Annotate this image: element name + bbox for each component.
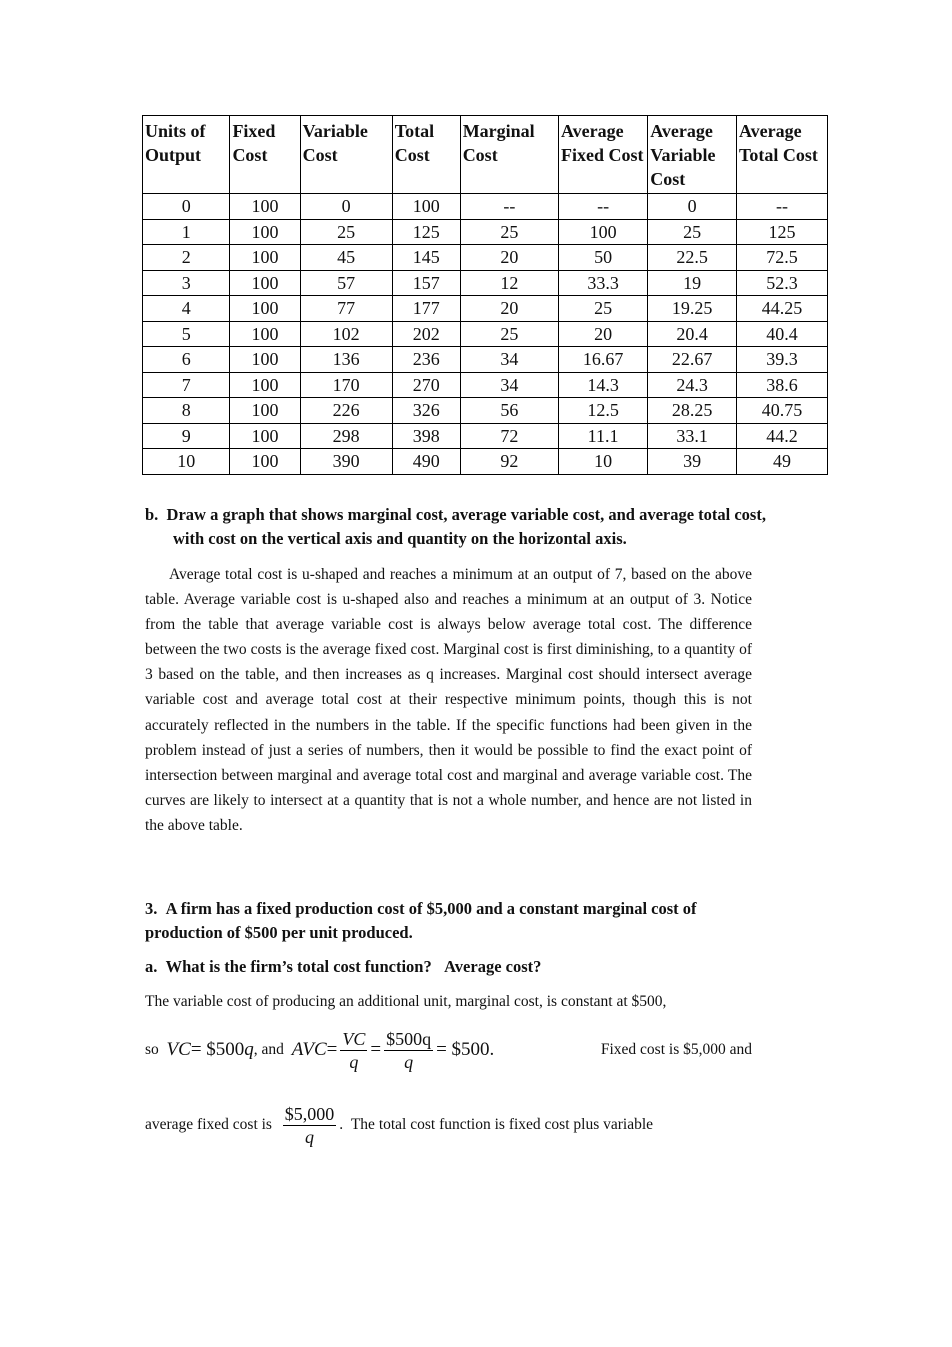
table-cell: 25 — [300, 219, 392, 245]
table-cell: 0 — [143, 194, 230, 220]
column-header-line: Units of — [145, 121, 206, 141]
column-header-line: Fixed Cost — [560, 145, 644, 165]
table-cell: 20.4 — [648, 321, 737, 347]
table-cell: 8 — [143, 398, 230, 424]
table-cell: -- — [736, 194, 827, 220]
table-cell: 0 — [648, 194, 737, 220]
table-cell: 136 — [300, 347, 392, 373]
fraction-5000-over-q — [283, 1103, 337, 1148]
column-header-line: Cost — [302, 145, 338, 165]
table-row — [143, 270, 828, 296]
variable-cost-sentence: The variable cost of producing an additional unit, marginal cost, is constant at $500, — [145, 993, 667, 1010]
table-cell: 10 — [558, 449, 647, 475]
table-cell: 56 — [460, 398, 558, 424]
afc-lead: average fixed cost is — [145, 1116, 272, 1133]
eq-vc: VC — [166, 1039, 191, 1060]
table-cell: 177 — [392, 296, 460, 322]
column-header-line: Average — [738, 121, 802, 141]
table-cell: 20 — [460, 245, 558, 271]
table-cell: 100 — [230, 245, 300, 271]
table-cell: 25 — [558, 296, 647, 322]
table-cell: 326 — [392, 398, 460, 424]
question-3-part-a-heading: a. What is the firm’s total cost function? Average cost? — [145, 957, 542, 976]
table-cell: 44.25 — [736, 296, 827, 322]
table-cell: 100 — [230, 347, 300, 373]
table-cell: 12 — [460, 270, 558, 296]
column-header-line: Output — [145, 145, 202, 165]
table-cell: 202 — [392, 321, 460, 347]
table-cell: 33.1 — [648, 423, 737, 449]
table-cell: 44.2 — [736, 423, 827, 449]
column-header-line: Cost — [650, 169, 686, 189]
column-header — [392, 116, 460, 194]
eq-equals-1: = — [326, 1039, 338, 1060]
table-cell: 100 — [230, 194, 300, 220]
table-cell: 125 — [392, 219, 460, 245]
column-header — [143, 116, 230, 194]
table-cell: 157 — [392, 270, 460, 296]
fraction-500q-numerator: $500q — [386, 1028, 432, 1049]
table-cell: 57 — [300, 270, 392, 296]
column-header — [460, 116, 558, 194]
question-3-heading: 3. A firm has a fixed production cost of $5,000 and a constant marginal cost of production of $500 per unit produced. — [145, 899, 697, 942]
table-cell: 19 — [648, 270, 737, 296]
column-header-line: Average — [650, 121, 713, 141]
part-b-answer-text: Average total cost is u-shaped and reaches a minimum at an output of 7, based on the above table. Average variable cost is u-shaped also and reaches a minimum at an output of 3. Notice from the table that average variable cost is always below average total cost. The difference between the two costs is the average fixed cost. Marginal cost is first diminishing, to a quantity of 3 based on the table, and then increases as q increases. Marginal cost should intersect average variable cost and average total cost at their respective minimum points, though this is not accurately reflected in the numbers in the table. If the specific functions had been given in the problem instead of just a series of numbers, then it would be possible to find the exact point of intersection between marginal and average total cost and marginal and average variable cost. The curves are likely to intersect at a quantity that is not a whole number, and hence are not listed in the above table. — [145, 566, 752, 834]
afc-tail: . The total cost function is fixed cost plus variable — [339, 1116, 654, 1133]
cost-table — [142, 115, 828, 475]
table-cell: 270 — [392, 372, 460, 398]
eq-q: q — [244, 1039, 254, 1060]
table-cell: 100 — [230, 296, 300, 322]
table-cell: 45 — [300, 245, 392, 271]
table-row — [143, 398, 828, 424]
table-cell: 40.75 — [736, 398, 827, 424]
table-cell: 125 — [736, 219, 827, 245]
table-cell: 25 — [648, 219, 737, 245]
table-cell: 1 — [143, 219, 230, 245]
table-cell: 100 — [230, 321, 300, 347]
table-cell: 145 — [392, 245, 460, 271]
table-cell: 100 — [558, 219, 647, 245]
table-cell: 11.1 — [558, 423, 647, 449]
table-cell: 100 — [230, 270, 300, 296]
fraction-5000-denominator: q — [304, 1126, 314, 1147]
table-cell: 390 — [300, 449, 392, 475]
table-cell: 490 — [392, 449, 460, 475]
table-cell: 40.4 — [736, 321, 827, 347]
table-header-row — [143, 116, 828, 194]
table-cell: 34 — [460, 347, 558, 373]
eq-equals-2: = — [370, 1039, 382, 1060]
column-header-line: Average — [560, 121, 624, 141]
table-cell: 28.25 — [648, 398, 737, 424]
table-cell: 39 — [648, 449, 737, 475]
column-header — [736, 116, 827, 194]
table-cell: 92 — [460, 449, 558, 475]
table-cell: 0 — [300, 194, 392, 220]
table-cell: 25 — [460, 321, 558, 347]
column-header — [558, 116, 647, 194]
table-cell: 100 — [230, 423, 300, 449]
table-cell: 38.6 — [736, 372, 827, 398]
table-cell: 49 — [736, 449, 827, 475]
table-cell: 100 — [230, 372, 300, 398]
table-cell: 77 — [300, 296, 392, 322]
table-cell: 50 — [558, 245, 647, 271]
table-cell: 100 — [230, 219, 300, 245]
fraction-vc-over-q — [340, 1028, 367, 1073]
eq-vc-rhs: = $500 — [190, 1039, 245, 1060]
table-cell: 236 — [392, 347, 460, 373]
table-row — [143, 219, 828, 245]
table-cell: 100 — [392, 194, 460, 220]
afc-sentence — [145, 1097, 752, 1153]
table-cell: 298 — [300, 423, 392, 449]
table-row — [143, 372, 828, 398]
table-cell: 9 — [143, 423, 230, 449]
table-cell: 100 — [230, 398, 300, 424]
column-header-line: Total Cost — [738, 145, 818, 165]
part-b-answer — [145, 562, 752, 838]
part-b-heading: b. Draw a graph that shows marginal cost, average variable cost, and average total cost, with cost on the vertical axis and quantity on the horizontal axis. — [145, 505, 766, 548]
table-cell: 10 — [143, 449, 230, 475]
column-header — [648, 116, 737, 194]
table-cell: 22.67 — [648, 347, 737, 373]
table-cell: -- — [558, 194, 647, 220]
table-row — [143, 296, 828, 322]
table-cell: 6 — [143, 347, 230, 373]
column-header-line: Cost — [462, 145, 498, 165]
table-row — [143, 449, 828, 475]
table-cell: 398 — [392, 423, 460, 449]
column-header-line: Marginal — [462, 121, 535, 141]
column-header-line: Cost — [232, 145, 268, 165]
table-cell: 52.3 — [736, 270, 827, 296]
fraction-500q-denominator: q — [404, 1051, 414, 1072]
column-header-line: Variable — [302, 121, 368, 141]
column-header-line: Cost — [394, 145, 430, 165]
table-cell: 3 — [143, 270, 230, 296]
table-cell: 22.5 — [648, 245, 737, 271]
table-body — [143, 194, 828, 475]
table-cell: 72.5 — [736, 245, 827, 271]
fraction-vc-numerator: VC — [342, 1028, 366, 1049]
table-row — [143, 423, 828, 449]
eq-avc: AVC — [291, 1039, 327, 1060]
column-header-line: Variable — [650, 145, 716, 165]
eq-tail: Fixed cost is $5,000 and — [600, 1041, 752, 1058]
table-cell: 33.3 — [558, 270, 647, 296]
table-row — [143, 245, 828, 271]
table-cell: -- — [460, 194, 558, 220]
table-cell: 226 — [300, 398, 392, 424]
eq-so: so — [145, 1041, 159, 1058]
table-cell: 2 — [143, 245, 230, 271]
table-row — [143, 321, 828, 347]
table-cell: 34 — [460, 372, 558, 398]
table-row — [143, 194, 828, 220]
table-cell: 25 — [460, 219, 558, 245]
table-cell: 16.67 — [558, 347, 647, 373]
table-cell: 72 — [460, 423, 558, 449]
fraction-5000-numerator: $5,000 — [284, 1103, 335, 1124]
table-cell: 19.25 — [648, 296, 737, 322]
eq-result: = $500. — [436, 1039, 495, 1060]
avc-equation — [145, 1022, 752, 1078]
table-row — [143, 347, 828, 373]
table-cell: 20 — [558, 321, 647, 347]
table-cell: 4 — [143, 296, 230, 322]
table-cell: 24.3 — [648, 372, 737, 398]
column-header — [300, 116, 392, 194]
table-cell: 14.3 — [558, 372, 647, 398]
fraction-vc-denominator: q — [349, 1051, 359, 1072]
table-cell: 12.5 — [558, 398, 647, 424]
table-cell: 39.3 — [736, 347, 827, 373]
table-cell: 7 — [143, 372, 230, 398]
eq-and: , and — [253, 1041, 284, 1058]
column-header-line: Total — [394, 121, 435, 141]
table-cell: 170 — [300, 372, 392, 398]
column-header — [230, 116, 300, 194]
table-cell: 100 — [230, 449, 300, 475]
table-cell: 102 — [300, 321, 392, 347]
fraction-500q-over-q — [384, 1028, 433, 1073]
column-header-line: Fixed — [232, 121, 276, 141]
table-cell: 20 — [460, 296, 558, 322]
table-cell: 5 — [143, 321, 230, 347]
